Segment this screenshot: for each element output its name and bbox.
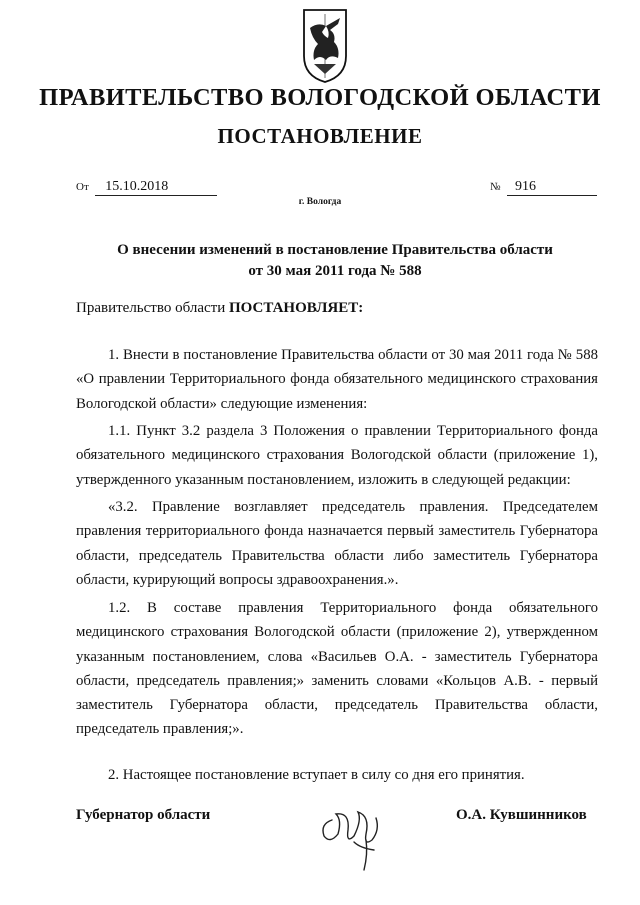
- date-prefix: От: [76, 181, 89, 193]
- decree-line: [76, 300, 363, 317]
- coat-of-arms-emblem: [300, 8, 350, 84]
- document-number: 916: [507, 179, 597, 196]
- signatory-name: О.А. Кувшинников: [456, 807, 587, 823]
- handwritten-signature: [310, 790, 390, 875]
- number-prefix: №: [490, 181, 501, 193]
- paragraph-quote-3-2: «3.2. Правление возглавляет председатель правления. Председателем правления территориального фонда назначается первый заместитель Губернатора области, председатель Правительства области либо заместитель Губернатора области, курирующий вопросы здравоохранения.».: [76, 499, 598, 588]
- decree-prefix: Правительство области: [76, 300, 226, 316]
- paragraph-1-2: 1.2. В составе правления Территориального фонда обязательного медицинского страхования Вологодской области (приложение 2), утвержденном указанным постановлением, слова «Васильев О.А. - заместитель Губернатора области, председатель правления;» заменить словами «Кольцов А.В. - первый заместитель Губернатора области, председатель Правительства области, председатель правления;».: [76, 600, 598, 738]
- signatory-position: Губернатор области: [76, 807, 211, 823]
- document-subject: [70, 240, 600, 282]
- document-type: ПОСТАНОВЛЕНИЕ: [217, 124, 423, 148]
- document-date-row: [76, 179, 217, 196]
- paragraph-1: 1. Внести в постановление Правительства области от 30 мая 2011 года № 588 «О правлении Территориального фонда обязательного медицинского страхования Вологодской области» следующие изменения:: [76, 347, 598, 412]
- subject-line-1: О внесении изменений в постановление Правительства области: [117, 242, 553, 258]
- document-date: 15.10.2018: [95, 179, 217, 196]
- decree-keyword: ПОСТАНОВЛЯЕТ:: [228, 300, 364, 316]
- city-label: г. Вологда: [298, 197, 342, 207]
- document-number-row: [490, 179, 597, 196]
- subject-line-2: от 30 мая 2011 года № 588: [248, 263, 422, 279]
- paragraph-2: 2. Настоящее постановление вступает в силу со дня его принятия.: [108, 767, 525, 783]
- paragraph-1-1: 1.1. Пункт 3.2 раздела 3 Положения о правлении Территориального фонда обязательного медицинского страхования Вологодской области (приложение 1), утвержденного указанным постановлением, изложить в следующей редакции:: [76, 423, 598, 488]
- government-title: ПРАВИТЕЛЬСТВО ВОЛОГОДСКОЙ ОБЛАСТИ: [39, 84, 601, 111]
